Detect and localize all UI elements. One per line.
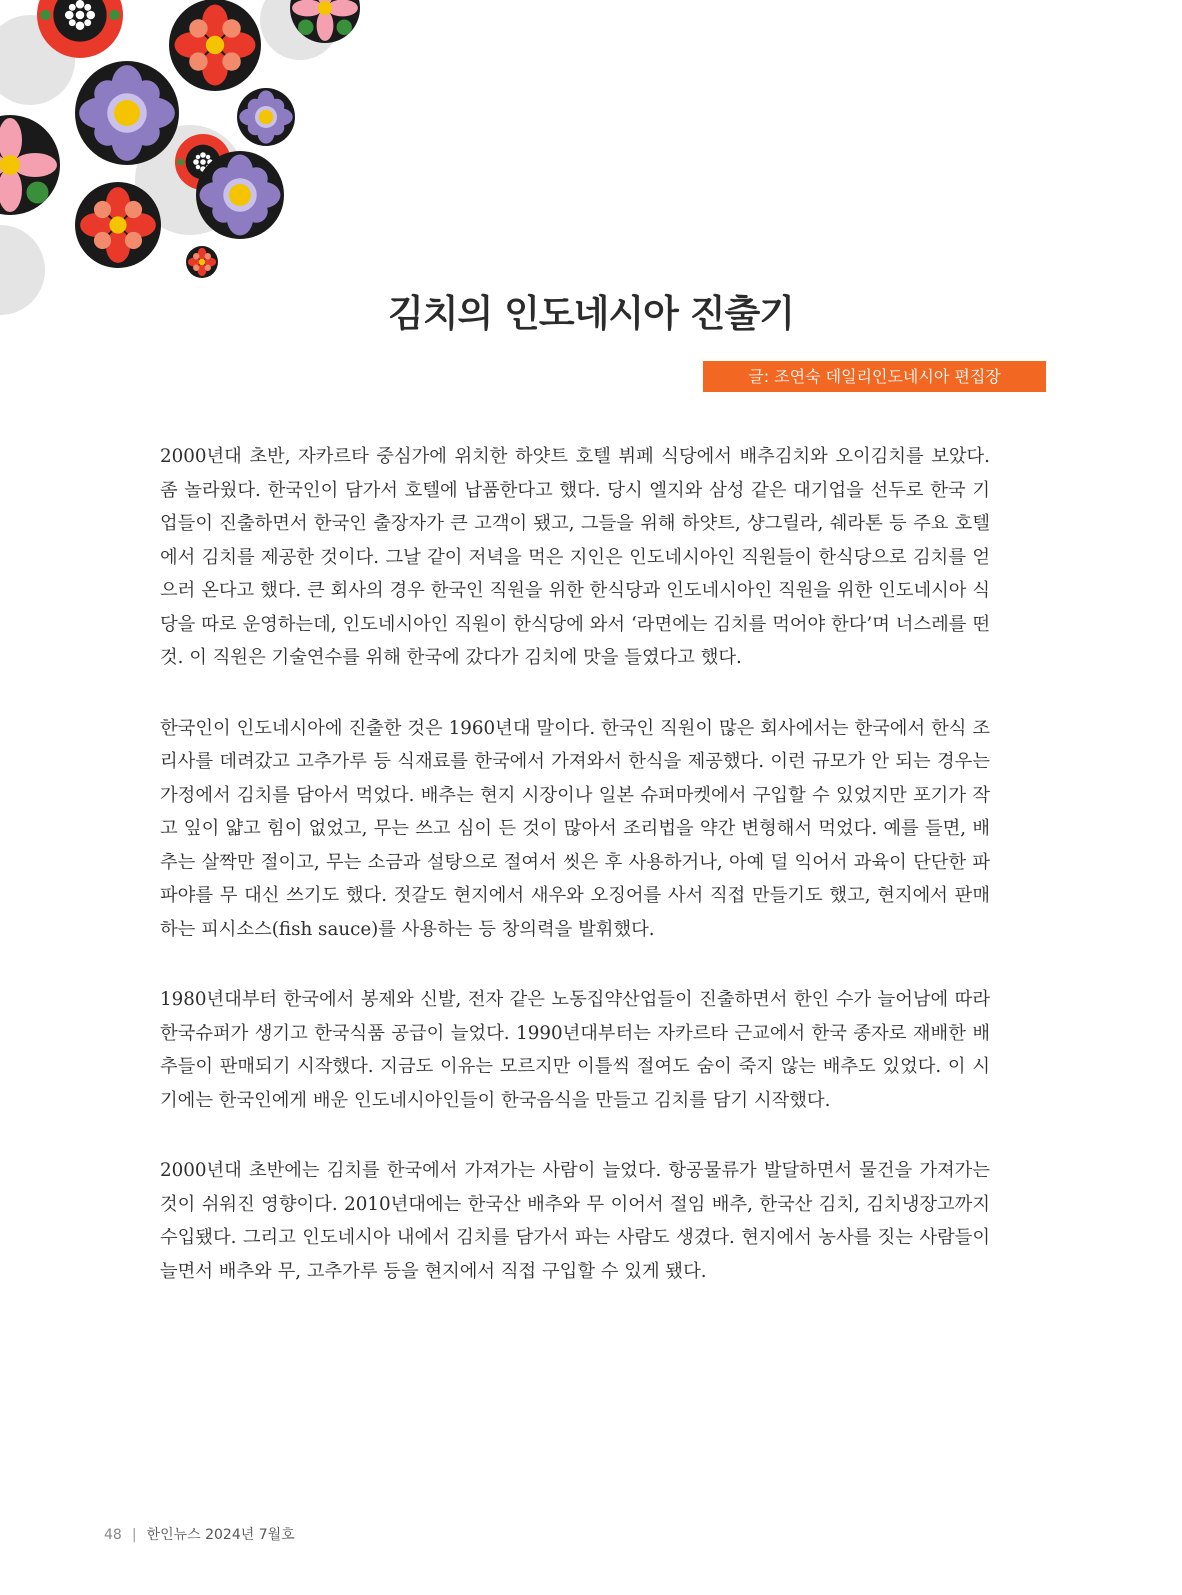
article-title: 김치의 인도네시아 진출기 [388,291,794,335]
page-footer [104,1524,295,1544]
article-paragraph: 한국인이 인도네시아에 진출한 것은 1960년대 말이다. 한국인 직원이 많은 회사에서는 한국에서 한식 조리사를 데려갔고 고추가루 등 식재료를 한국에서 가져와서 한식을 제공했다. 이런 규모가 안 되는 경우는 가정에서 김치를 담아서 먹었다. 배추는 현지 시장이나 일본 슈퍼마켓에서 구입할 수 있었지만 포기가 작고 잎이 얇고 힘이 없었고, 무는 쓰고 심이 든 것이 많아서 조리법을 약간 변형해서 먹었다. 예를 들면, 배추는 살짝만 절이고, 무는 소금과 설탕으로 절여서 씻은 후 사용하거나, 아예 덜 익어서 과육이 단단한 파파야를 무 대신 쓰기도 했다. 젓갈도 현지에서 새우와 오징어를 사서 직접 만들기도 했고, 현지에서 판매하는 피시소스(fish sauce)를 사용하는 등 창의력을 발휘했다. [160,717,990,940]
page-number: 48 [104,1527,122,1543]
author-byline: 글: 조연숙 데일리인도네시아 편집장 [703,361,1046,392]
article-body [160,440,990,1325]
article-paragraph: 1980년대부터 한국에서 봉제와 신발, 전자 같은 노동집약산업들이 진출하면서 한인 수가 늘어남에 따라 한국슈퍼가 생기고 한국식품 공급이 늘었다. 1990년대부터는 자카르타 근교에서 한국 종자로 재배한 배추들이 판매되기 시작했다. 지금도 이유는 모르지만 이틀씩 절여도 숨이 죽지 않는 배추도 있었다. 이 시기에는 한국인에게 배운 인도네시아인들이 한국음식을 만들고 김치를 담기 시작했다. [160,989,990,1111]
article-paragraph: 2000년대 초반, 자카르타 중심가에 위치한 하얏트 호텔 뷔페 식당에서 배추김치와 오이김치를 보았다. 좀 놀라웠다. 한국인이 담가서 호텔에 납품한다고 했다. 당시 엘지와 삼성 같은 대기업을 선두로 한국 기업들이 진출하면서 한국인 출장자가 큰 고객이 됐고, 그들을 위해 하얏트, 샹그릴라, 쉐라톤 등 주요 호텔에서 김치를 제공한 것이다. 그날 같이 저녁을 먹은 지인은 인도네시아인 직원들이 한식당으로 김치를 얻으러 온다고 했다. 큰 회사의 경우 한국인 직원을 위한 한식당과 인도네시아인 직원을 위한 인도네시아 식당을 따로 운영하는데, 인도네시아인 직원이 한식당에 와서 ‘라면에는 김치를 먹어야 한다’며 너스레를 떤 것. 이 직원은 기술연수를 위해 한국에 갔다가 김치에 맛을 들였다고 했다. [160,446,990,668]
article-paragraph: 2000년대 초반에는 김치를 한국에서 가져가는 사람이 늘었다. 항공물류가 발달하면서 물건을 가져가는 것이 쉬워진 영향이다. 2010년대에는 한국산 배추와 무 이어서 절임 배추, 한국산 김치, 김치냉장고까지 수입됐다. 그리고 인도네시아 내에서 김치를 담가서 파는 사람도 생겼다. 현지에서 농사를 짓는 사람들이 늘면서 배추와 무, 고추가루 등을 현지에서 직접 구입할 수 있게 됐다. [160,1160,990,1282]
footer-separator: | [131,1527,137,1543]
publication-name: 한인뉴스 2024년 7월호 [146,1527,295,1543]
